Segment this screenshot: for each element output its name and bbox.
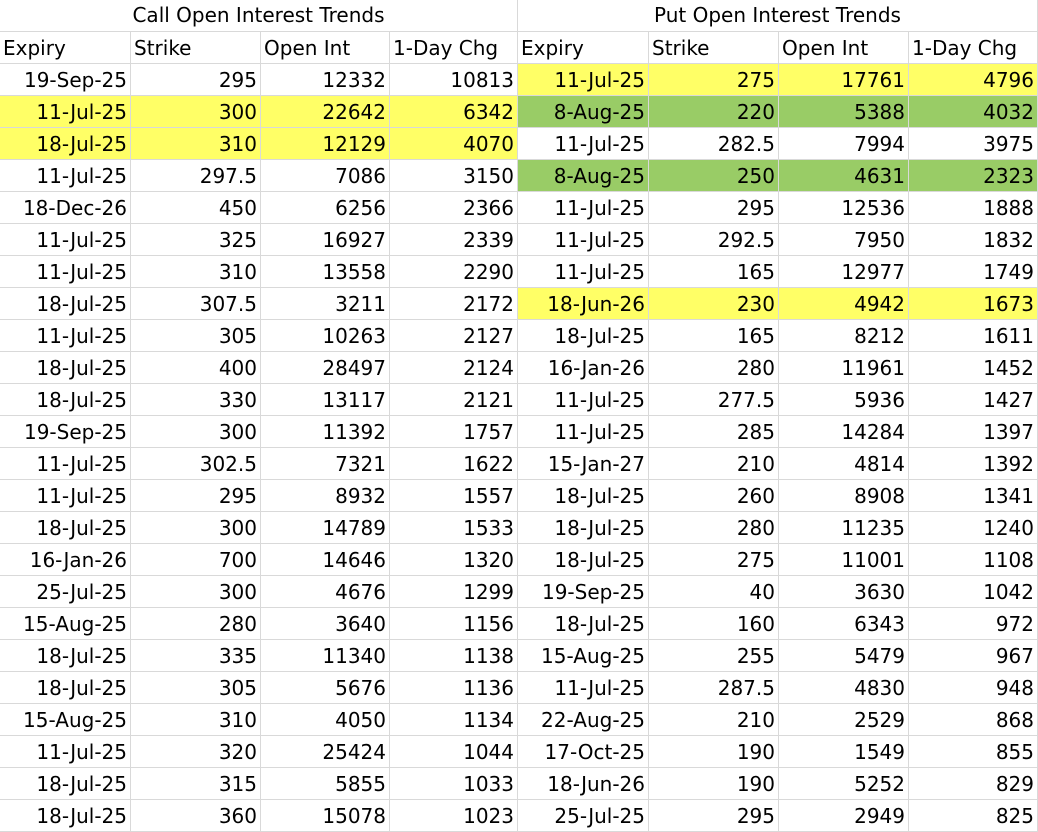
call-open-int-cell[interactable]: 4050 <box>261 704 390 736</box>
call-open-int-cell[interactable]: 12129 <box>261 128 390 160</box>
put-expiry-cell[interactable]: 8-Aug-25 <box>518 160 649 192</box>
call-1-day-chg-cell[interactable]: 1156 <box>390 608 518 640</box>
call-strike-cell[interactable]: 307.5 <box>131 288 261 320</box>
call-strike-cell[interactable]: 330 <box>131 384 261 416</box>
put-1-day-chg-cell[interactable]: 3975 <box>909 128 1038 160</box>
put-open-int-cell[interactable]: 8212 <box>779 320 909 352</box>
put-1-day-chg-cell[interactable]: 825 <box>909 800 1038 832</box>
call-1-day-chg-cell[interactable]: 1622 <box>390 448 518 480</box>
put-open-int-cell[interactable]: 5252 <box>779 768 909 800</box>
put-strike-cell[interactable]: 292.5 <box>649 224 779 256</box>
call-expiry-cell[interactable]: 11-Jul-25 <box>0 256 131 288</box>
call-1-day-chg-cell[interactable]: 1044 <box>390 736 518 768</box>
put-open-int-cell[interactable]: 2529 <box>779 704 909 736</box>
put-1-day-chg-cell[interactable]: 4796 <box>909 64 1038 96</box>
call-expiry-cell[interactable]: 18-Jul-25 <box>0 512 131 544</box>
table-row <box>0 224 1038 256</box>
call-1-day-chg-cell[interactable]: 2172 <box>390 288 518 320</box>
call-strike-cell[interactable]: 295 <box>131 64 261 96</box>
put-expiry-cell[interactable]: 11-Jul-25 <box>518 384 649 416</box>
call-open-int-cell[interactable]: 11392 <box>261 416 390 448</box>
put-expiry-cell[interactable]: 25-Jul-25 <box>518 800 649 832</box>
call-1-day-chg-cell[interactable]: 2339 <box>390 224 518 256</box>
put-strike-cell[interactable]: 275 <box>649 64 779 96</box>
call-strike-cell[interactable]: 400 <box>131 352 261 384</box>
table-row <box>0 160 1038 192</box>
call-strike-cell[interactable]: 450 <box>131 192 261 224</box>
call-expiry-cell[interactable]: 18-Jul-25 <box>0 128 131 160</box>
call-expiry-cell[interactable]: 18-Jul-25 <box>0 800 131 832</box>
call-expiry-cell[interactable]: 18-Jul-25 <box>0 352 131 384</box>
put-open-int-cell[interactable]: 4631 <box>779 160 909 192</box>
put-expiry-cell[interactable]: 16-Jan-26 <box>518 352 649 384</box>
put-1-day-chg-cell[interactable]: 1392 <box>909 448 1038 480</box>
call-1-day-chg-cell[interactable]: 3150 <box>390 160 518 192</box>
put-expiry-cell[interactable]: 19-Sep-25 <box>518 576 649 608</box>
call-expiry-cell[interactable]: 18-Jul-25 <box>0 288 131 320</box>
call-strike-cell[interactable]: 310 <box>131 704 261 736</box>
call-strike-cell[interactable]: 300 <box>131 416 261 448</box>
put-strike-cell[interactable]: 295 <box>649 800 779 832</box>
call-strike-cell[interactable]: 300 <box>131 96 261 128</box>
call-open-int-header[interactable]: Open Int <box>261 32 390 64</box>
call-open-int-cell[interactable]: 12332 <box>261 64 390 96</box>
put-open-int-header[interactable]: Open Int <box>779 32 909 64</box>
call-expiry-cell[interactable]: 19-Sep-25 <box>0 64 131 96</box>
call-open-int-cell[interactable]: 28497 <box>261 352 390 384</box>
call-open-int-cell[interactable]: 14789 <box>261 512 390 544</box>
put-expiry-cell[interactable]: 18-Jun-26 <box>518 288 649 320</box>
table-row <box>0 736 1038 768</box>
call-open-int-cell[interactable]: 7086 <box>261 160 390 192</box>
put-strike-cell[interactable]: 275 <box>649 544 779 576</box>
table-row <box>0 256 1038 288</box>
put-1-day-chg-cell[interactable]: 967 <box>909 640 1038 672</box>
call-open-int-cell[interactable]: 16927 <box>261 224 390 256</box>
call-expiry-cell[interactable]: 11-Jul-25 <box>0 160 131 192</box>
call-strike-cell[interactable]: 310 <box>131 128 261 160</box>
call-1-day-chg-cell[interactable]: 6342 <box>390 96 518 128</box>
header-row <box>0 32 1038 64</box>
call-expiry-cell[interactable]: 11-Jul-25 <box>0 736 131 768</box>
put-expiry-cell[interactable]: 11-Jul-25 <box>518 128 649 160</box>
call-expiry-cell[interactable]: 15-Aug-25 <box>0 608 131 640</box>
table-row <box>0 768 1038 800</box>
put-strike-cell[interactable]: 285 <box>649 416 779 448</box>
call-1-day-chg-cell[interactable]: 1033 <box>390 768 518 800</box>
put-expiry-cell[interactable]: 18-Jul-25 <box>518 480 649 512</box>
call-1-day-chg-cell[interactable]: 4070 <box>390 128 518 160</box>
call-expiry-cell[interactable]: 18-Dec-26 <box>0 192 131 224</box>
put-open-int-cell[interactable]: 17761 <box>779 64 909 96</box>
call-open-int-cell[interactable]: 3211 <box>261 288 390 320</box>
put-strike-cell[interactable]: 190 <box>649 768 779 800</box>
call-1-day-chg-cell[interactable]: 2121 <box>390 384 518 416</box>
call-strike-cell[interactable]: 335 <box>131 640 261 672</box>
put-open-int-cell[interactable]: 5479 <box>779 640 909 672</box>
put-strike-cell[interactable]: 230 <box>649 288 779 320</box>
put-strike-cell[interactable]: 287.5 <box>649 672 779 704</box>
put-1-day-chg-cell[interactable]: 1397 <box>909 416 1038 448</box>
call-1-day-chg-header[interactable]: 1-Day Chg <box>390 32 518 64</box>
call-open-int-cell[interactable]: 13558 <box>261 256 390 288</box>
put-1-day-chg-cell[interactable]: 855 <box>909 736 1038 768</box>
put-strike-cell[interactable]: 210 <box>649 704 779 736</box>
table-row <box>0 352 1038 384</box>
call-strike-cell[interactable]: 325 <box>131 224 261 256</box>
put-1-day-chg-header[interactable]: 1-Day Chg <box>909 32 1038 64</box>
call-1-day-chg-cell[interactable]: 1134 <box>390 704 518 736</box>
put-strike-cell[interactable]: 250 <box>649 160 779 192</box>
call-open-int-cell[interactable]: 8932 <box>261 480 390 512</box>
call-open-int-cell[interactable]: 22642 <box>261 96 390 128</box>
put-1-day-chg-cell[interactable]: 829 <box>909 768 1038 800</box>
table-row <box>0 800 1038 832</box>
call-1-day-chg-cell[interactable]: 1299 <box>390 576 518 608</box>
put-expiry-cell[interactable]: 11-Jul-25 <box>518 672 649 704</box>
table-row <box>0 704 1038 736</box>
call-strike-cell[interactable]: 295 <box>131 480 261 512</box>
call-table-title[interactable]: Call Open Interest Trends <box>0 0 518 32</box>
call-strike-cell[interactable]: 305 <box>131 320 261 352</box>
put-1-day-chg-cell[interactable]: 1042 <box>909 576 1038 608</box>
put-expiry-cell[interactable]: 8-Aug-25 <box>518 96 649 128</box>
put-open-int-cell[interactable]: 3630 <box>779 576 909 608</box>
put-open-int-cell[interactable]: 4942 <box>779 288 909 320</box>
put-strike-cell[interactable]: 165 <box>649 320 779 352</box>
call-open-int-cell[interactable]: 14646 <box>261 544 390 576</box>
put-1-day-chg-cell[interactable]: 1888 <box>909 192 1038 224</box>
put-expiry-cell[interactable]: 11-Jul-25 <box>518 192 649 224</box>
call-open-int-cell[interactable]: 5676 <box>261 672 390 704</box>
table-row <box>0 608 1038 640</box>
call-strike-cell[interactable]: 302.5 <box>131 448 261 480</box>
put-1-day-chg-cell[interactable]: 1427 <box>909 384 1038 416</box>
put-1-day-chg-cell[interactable]: 868 <box>909 704 1038 736</box>
put-open-int-cell[interactable]: 12977 <box>779 256 909 288</box>
put-open-int-cell[interactable]: 1549 <box>779 736 909 768</box>
call-strike-cell[interactable]: 297.5 <box>131 160 261 192</box>
call-expiry-cell[interactable]: 11-Jul-25 <box>0 320 131 352</box>
call-1-day-chg-cell[interactable]: 2366 <box>390 192 518 224</box>
call-strike-cell[interactable]: 315 <box>131 768 261 800</box>
call-strike-cell[interactable]: 300 <box>131 576 261 608</box>
call-open-int-cell[interactable]: 7321 <box>261 448 390 480</box>
put-1-day-chg-cell[interactable]: 1240 <box>909 512 1038 544</box>
put-strike-cell[interactable]: 282.5 <box>649 128 779 160</box>
put-1-day-chg-cell[interactable]: 1452 <box>909 352 1038 384</box>
call-1-day-chg-cell[interactable]: 2127 <box>390 320 518 352</box>
call-expiry-header[interactable]: Expiry <box>0 32 131 64</box>
call-1-day-chg-cell[interactable]: 1557 <box>390 480 518 512</box>
put-expiry-cell[interactable]: 15-Jan-27 <box>518 448 649 480</box>
call-expiry-cell[interactable]: 11-Jul-25 <box>0 480 131 512</box>
call-open-int-cell[interactable]: 13117 <box>261 384 390 416</box>
table-row <box>0 192 1038 224</box>
table-row <box>0 448 1038 480</box>
put-1-day-chg-cell[interactable]: 972 <box>909 608 1038 640</box>
put-1-day-chg-cell[interactable]: 1611 <box>909 320 1038 352</box>
put-strike-cell[interactable]: 280 <box>649 352 779 384</box>
call-1-day-chg-cell[interactable]: 2290 <box>390 256 518 288</box>
put-1-day-chg-cell[interactable]: 4032 <box>909 96 1038 128</box>
put-strike-cell[interactable]: 220 <box>649 96 779 128</box>
call-strike-cell[interactable]: 320 <box>131 736 261 768</box>
call-open-int-cell[interactable]: 15078 <box>261 800 390 832</box>
call-1-day-chg-cell[interactable]: 1533 <box>390 512 518 544</box>
call-strike-cell[interactable]: 360 <box>131 800 261 832</box>
call-open-int-cell[interactable]: 25424 <box>261 736 390 768</box>
put-open-int-cell[interactable]: 14284 <box>779 416 909 448</box>
put-open-int-cell[interactable]: 6343 <box>779 608 909 640</box>
table-row <box>0 128 1038 160</box>
put-1-day-chg-cell[interactable]: 1749 <box>909 256 1038 288</box>
put-strike-cell[interactable]: 160 <box>649 608 779 640</box>
table-row <box>0 480 1038 512</box>
call-expiry-cell[interactable]: 16-Jan-26 <box>0 544 131 576</box>
put-expiry-cell[interactable]: 11-Jul-25 <box>518 64 649 96</box>
call-open-int-cell[interactable]: 5855 <box>261 768 390 800</box>
call-1-day-chg-cell[interactable]: 1320 <box>390 544 518 576</box>
call-strike-cell[interactable]: 700 <box>131 544 261 576</box>
call-open-int-cell[interactable]: 4676 <box>261 576 390 608</box>
put-expiry-cell[interactable]: 11-Jul-25 <box>518 416 649 448</box>
put-expiry-cell[interactable]: 18-Jul-25 <box>518 544 649 576</box>
call-expiry-cell[interactable]: 18-Jul-25 <box>0 384 131 416</box>
call-expiry-cell[interactable]: 25-Jul-25 <box>0 576 131 608</box>
put-table-title[interactable]: Put Open Interest Trends <box>518 0 1038 32</box>
table-row <box>0 640 1038 672</box>
put-expiry-cell[interactable]: 11-Jul-25 <box>518 256 649 288</box>
put-open-int-cell[interactable]: 8908 <box>779 480 909 512</box>
call-expiry-cell[interactable]: 18-Jul-25 <box>0 768 131 800</box>
table-row <box>0 672 1038 704</box>
call-1-day-chg-cell[interactable]: 2124 <box>390 352 518 384</box>
put-open-int-cell[interactable]: 2949 <box>779 800 909 832</box>
put-expiry-cell[interactable]: 18-Jul-25 <box>518 608 649 640</box>
put-expiry-cell[interactable]: 18-Jul-25 <box>518 512 649 544</box>
put-strike-cell[interactable]: 40 <box>649 576 779 608</box>
call-expiry-cell[interactable]: 11-Jul-25 <box>0 96 131 128</box>
call-strike-cell[interactable]: 305 <box>131 672 261 704</box>
title-row <box>0 0 1038 32</box>
put-open-int-cell[interactable]: 12536 <box>779 192 909 224</box>
put-open-int-cell[interactable]: 11235 <box>779 512 909 544</box>
call-strike-cell[interactable]: 280 <box>131 608 261 640</box>
table-row <box>0 544 1038 576</box>
call-open-int-cell[interactable]: 10263 <box>261 320 390 352</box>
put-strike-cell[interactable]: 190 <box>649 736 779 768</box>
put-open-int-cell[interactable]: 5936 <box>779 384 909 416</box>
table-row <box>0 384 1038 416</box>
put-strike-cell[interactable]: 210 <box>649 448 779 480</box>
table-row <box>0 320 1038 352</box>
call-strike-header[interactable]: Strike <box>131 32 261 64</box>
put-strike-cell[interactable]: 165 <box>649 256 779 288</box>
put-1-day-chg-cell[interactable]: 1341 <box>909 480 1038 512</box>
call-strike-cell[interactable]: 300 <box>131 512 261 544</box>
call-expiry-cell[interactable]: 15-Aug-25 <box>0 704 131 736</box>
table-row <box>0 64 1038 96</box>
table-row <box>0 96 1038 128</box>
put-1-day-chg-cell[interactable]: 1108 <box>909 544 1038 576</box>
call-1-day-chg-cell[interactable]: 1138 <box>390 640 518 672</box>
call-strike-cell[interactable]: 310 <box>131 256 261 288</box>
table-row <box>0 512 1038 544</box>
table-row <box>0 416 1038 448</box>
put-strike-cell[interactable]: 280 <box>649 512 779 544</box>
table-row <box>0 288 1038 320</box>
put-1-day-chg-cell[interactable]: 2323 <box>909 160 1038 192</box>
put-open-int-cell[interactable]: 4814 <box>779 448 909 480</box>
call-1-day-chg-cell[interactable]: 10813 <box>390 64 518 96</box>
put-expiry-cell[interactable]: 17-Oct-25 <box>518 736 649 768</box>
put-strike-cell[interactable]: 260 <box>649 480 779 512</box>
put-strike-cell[interactable]: 255 <box>649 640 779 672</box>
call-expiry-cell[interactable]: 19-Sep-25 <box>0 416 131 448</box>
call-1-day-chg-cell[interactable]: 1136 <box>390 672 518 704</box>
put-expiry-cell[interactable]: 15-Aug-25 <box>518 640 649 672</box>
call-1-day-chg-cell[interactable]: 1023 <box>390 800 518 832</box>
put-expiry-cell[interactable]: 18-Jun-26 <box>518 768 649 800</box>
put-open-int-cell[interactable]: 11961 <box>779 352 909 384</box>
put-1-day-chg-cell[interactable]: 1673 <box>909 288 1038 320</box>
call-expiry-cell[interactable]: 11-Jul-25 <box>0 448 131 480</box>
put-expiry-cell[interactable]: 11-Jul-25 <box>518 224 649 256</box>
put-1-day-chg-cell[interactable]: 948 <box>909 672 1038 704</box>
put-expiry-cell[interactable]: 18-Jul-25 <box>518 320 649 352</box>
call-expiry-cell[interactable]: 18-Jul-25 <box>0 672 131 704</box>
put-strike-cell[interactable]: 277.5 <box>649 384 779 416</box>
put-open-int-cell[interactable]: 11001 <box>779 544 909 576</box>
call-open-int-cell[interactable]: 3640 <box>261 608 390 640</box>
put-open-int-cell[interactable]: 7994 <box>779 128 909 160</box>
call-expiry-cell[interactable]: 11-Jul-25 <box>0 224 131 256</box>
call-open-int-cell[interactable]: 11340 <box>261 640 390 672</box>
put-1-day-chg-cell[interactable]: 1832 <box>909 224 1038 256</box>
table-row <box>0 576 1038 608</box>
put-strike-cell[interactable]: 295 <box>649 192 779 224</box>
put-strike-header[interactable]: Strike <box>649 32 779 64</box>
call-1-day-chg-cell[interactable]: 1757 <box>390 416 518 448</box>
put-open-int-cell[interactable]: 7950 <box>779 224 909 256</box>
put-open-int-cell[interactable]: 4830 <box>779 672 909 704</box>
put-expiry-header[interactable]: Expiry <box>518 32 649 64</box>
call-expiry-cell[interactable]: 18-Jul-25 <box>0 640 131 672</box>
put-open-int-cell[interactable]: 5388 <box>779 96 909 128</box>
put-expiry-cell[interactable]: 22-Aug-25 <box>518 704 649 736</box>
call-open-int-cell[interactable]: 6256 <box>261 192 390 224</box>
